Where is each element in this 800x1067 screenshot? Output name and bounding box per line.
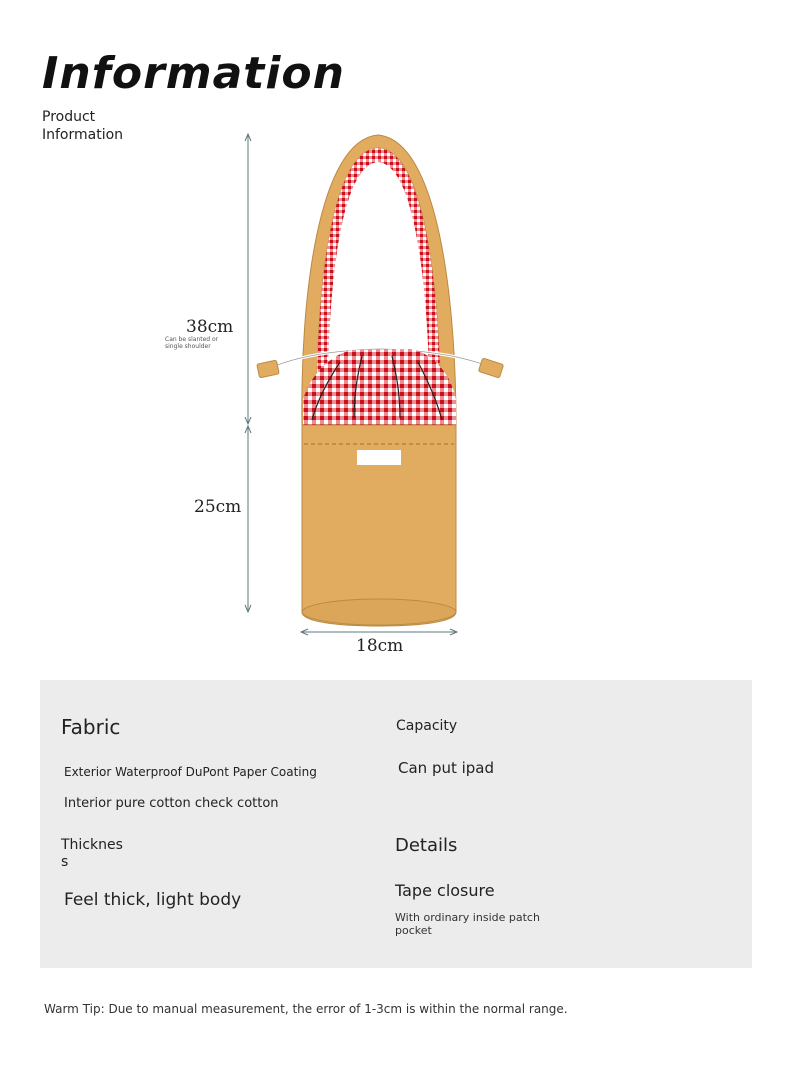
subtitle-line-2: Information [42, 127, 124, 143]
fabric-interior: Interior pure cotton check cotton [64, 796, 279, 811]
bag-tag [357, 450, 401, 465]
details-label: Details [395, 835, 458, 856]
thickness-label-line-1: Thicknes [61, 837, 123, 853]
details-note-line-2: pocket [395, 924, 432, 937]
details-value: Tape closure [395, 881, 495, 900]
bottom-width-label: 18cm [356, 636, 404, 656]
details-note [395, 911, 540, 937]
thickness-label-line-2: s [61, 854, 69, 870]
capacity-value: Can put ipad [398, 759, 495, 777]
thickness-value: Feel thick, light body [64, 890, 242, 910]
page-title: Information [42, 48, 345, 99]
warm-tip: Warm Tip: Due to manual measurement, the error of 1-3cm is within the normal range. [44, 1002, 568, 1016]
bag-bottom [302, 599, 456, 625]
details-note-line-1: With ordinary inside patch [395, 911, 540, 924]
subtitle-line-1: Product [42, 109, 96, 125]
fabric-exterior: Exterior Waterproof DuPont Paper Coating [64, 765, 317, 779]
specs-panel [40, 680, 752, 968]
cord-stopper-right [478, 358, 503, 378]
thickness-label [61, 837, 123, 871]
fabric-label: Fabric [61, 715, 121, 739]
capacity-label: Capacity [396, 718, 458, 734]
cord-stopper-left [257, 360, 279, 378]
strap-note-line-2: single shoulder [165, 343, 211, 350]
body-height-label: 25cm [194, 497, 242, 517]
strap-height-label: 38cm [186, 317, 234, 337]
strap-note-line-1: Can be slanted or [165, 336, 219, 343]
